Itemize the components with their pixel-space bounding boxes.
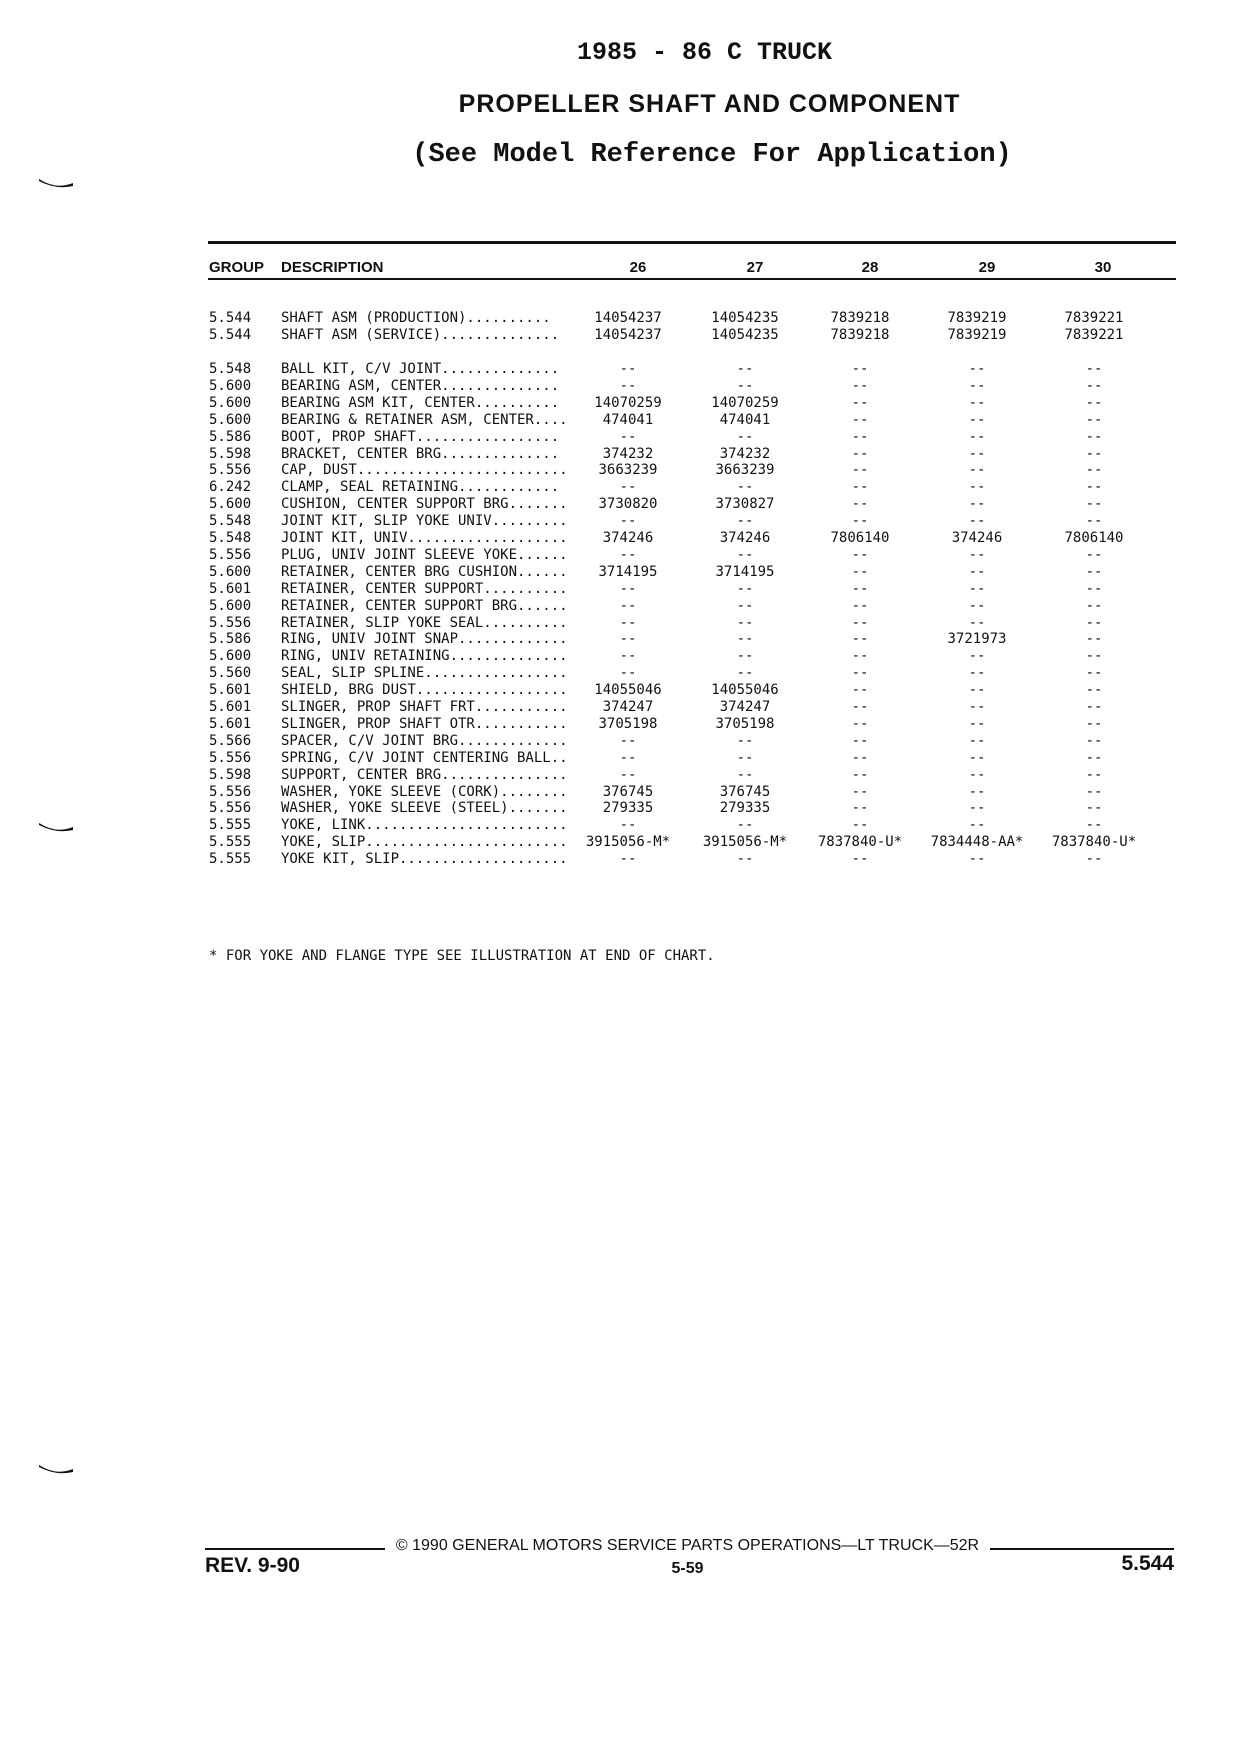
- part-number-col-26: --: [619, 428, 637, 445]
- table-row: [0, 784, 1249, 801]
- part-number-col-29: 7834448-AA*: [930, 834, 1024, 851]
- part-number-col-30: --: [1085, 648, 1103, 665]
- part-number-col-30: --: [1085, 445, 1103, 462]
- table-row: [0, 327, 1249, 344]
- part-number-col-30: --: [1085, 394, 1103, 411]
- part-number-col-28: --: [851, 766, 869, 783]
- footer-page-number: 5-59: [671, 1560, 704, 1577]
- part-number-col-27: 14070259: [711, 394, 779, 411]
- table-row: [0, 479, 1249, 496]
- part-number-col-28: --: [851, 513, 869, 530]
- group-number: 5.555: [209, 834, 252, 851]
- part-number-col-29: --: [968, 411, 986, 428]
- part-number-col-30: --: [1085, 682, 1103, 699]
- part-number-col-28: --: [851, 648, 869, 665]
- part-number-col-28: --: [851, 614, 869, 631]
- part-number-col-28: --: [851, 699, 869, 715]
- part-number-col-26: --: [619, 631, 637, 648]
- part-number-col-27: --: [736, 361, 754, 377]
- part-number-col-29: --: [968, 665, 986, 682]
- part-number-col-27: --: [736, 614, 754, 631]
- part-description: CAP, DUST.........................: [281, 462, 568, 479]
- part-number-col-26: --: [619, 732, 637, 749]
- part-description: RING, UNIV RETAINING..............: [281, 648, 568, 665]
- part-number-col-29: --: [968, 851, 986, 868]
- footer-rule-left: [205, 1548, 385, 1550]
- footer-copyright: © 1990 GENERAL MOTORS SERVICE PARTS OPERATIONS—LT TRUCK—52R: [395, 1537, 980, 1554]
- part-number-col-27: --: [736, 513, 754, 530]
- part-number-col-30: --: [1085, 783, 1103, 800]
- part-description: WASHER, YOKE SLEEVE (STEEL).......: [281, 800, 568, 817]
- group-number: 5.556: [209, 749, 252, 766]
- part-number-col-26: --: [619, 766, 637, 783]
- part-description: CLAMP, SEAL RETAINING............: [281, 479, 560, 496]
- table-row: [0, 800, 1249, 817]
- part-number-col-28: --: [851, 682, 869, 699]
- part-description: WASHER, YOKE SLEEVE (CORK)........: [281, 783, 568, 800]
- part-description: RETAINER, CENTER SUPPORT BRG......: [281, 597, 568, 614]
- part-number-col-28: --: [851, 445, 869, 462]
- part-number-col-26: 474041: [602, 411, 654, 428]
- group-number: 5.544: [209, 310, 252, 326]
- group-number: 5.598: [209, 445, 252, 462]
- group-number: 6.242: [209, 479, 252, 496]
- part-number-col-28: --: [851, 800, 869, 817]
- table-row: [0, 361, 1249, 378]
- part-number-col-26: 374232: [602, 445, 654, 462]
- header-col-30: 30: [1094, 259, 1112, 276]
- group-number: 5.556: [209, 546, 252, 563]
- part-description: RETAINER, CENTER BRG CUSHION......: [281, 563, 568, 580]
- group-number: 5.598: [209, 766, 252, 783]
- part-number-col-29: --: [968, 715, 986, 732]
- part-number-col-26: 3915056-M*: [585, 834, 671, 851]
- part-number-col-30: --: [1085, 597, 1103, 614]
- group-number: 5.556: [209, 800, 252, 817]
- part-number-col-26: --: [619, 580, 637, 597]
- part-number-col-28: --: [851, 665, 869, 682]
- part-number-col-26: 3730820: [598, 496, 658, 513]
- document-title: 1985 - 86 C TRUCK: [576, 38, 833, 67]
- part-number-col-30: --: [1085, 580, 1103, 597]
- part-number-col-29: --: [968, 732, 986, 749]
- part-description: BALL KIT, C/V JOINT..............: [281, 361, 560, 377]
- group-number: 5.600: [209, 597, 252, 614]
- table-row: [0, 716, 1249, 733]
- part-number-col-28: --: [851, 749, 869, 766]
- part-number-col-27: --: [736, 597, 754, 614]
- table-row: [0, 733, 1249, 750]
- part-number-col-26: --: [619, 817, 637, 834]
- part-number-col-30: --: [1085, 800, 1103, 817]
- footer-revision: REV. 9-90: [205, 1554, 300, 1577]
- group-number: 5.555: [209, 817, 252, 834]
- part-number-col-27: --: [736, 817, 754, 834]
- table-row: [0, 851, 1249, 868]
- header-col-28: 28: [861, 259, 879, 276]
- table-row: [0, 496, 1249, 513]
- part-number-col-28: --: [851, 597, 869, 614]
- part-number-col-29: 7839219: [947, 310, 1007, 326]
- group-number: 5.600: [209, 377, 252, 394]
- group-number: 5.548: [209, 530, 252, 546]
- part-number-col-27: 14054235: [711, 327, 779, 343]
- part-number-col-28: --: [851, 411, 869, 428]
- part-number-col-27: --: [736, 377, 754, 394]
- part-number-col-30: --: [1085, 546, 1103, 563]
- part-number-col-26: --: [619, 665, 637, 682]
- group-number: 5.600: [209, 411, 252, 428]
- part-number-col-27: 3663239: [715, 462, 775, 479]
- part-number-col-30: --: [1085, 428, 1103, 445]
- part-number-col-30: --: [1085, 851, 1103, 868]
- part-number-col-26: --: [619, 749, 637, 766]
- part-number-col-30: 7837840-U*: [1051, 834, 1137, 851]
- footer-section-number: 5.544: [1121, 1552, 1174, 1575]
- part-number-col-28: 7837840-U*: [817, 834, 903, 851]
- part-description: PLUG, UNIV JOINT SLEEVE YOKE......: [281, 546, 568, 563]
- part-description: SHAFT ASM (PRODUCTION)..........: [281, 310, 551, 326]
- group-number: 5.548: [209, 513, 252, 530]
- group-number: 5.601: [209, 580, 252, 597]
- part-number-col-30: 7806140: [1064, 530, 1124, 546]
- part-description: RETAINER, CENTER SUPPORT..........: [281, 580, 568, 597]
- part-number-col-30: --: [1085, 377, 1103, 394]
- table-row: [0, 310, 1249, 327]
- part-number-col-30: --: [1085, 732, 1103, 749]
- part-number-col-27: 3714195: [715, 563, 775, 580]
- part-number-col-28: --: [851, 580, 869, 597]
- part-number-col-29: --: [968, 377, 986, 394]
- part-description: SPRING, C/V JOINT CENTERING BALL..: [281, 749, 568, 766]
- part-number-col-30: --: [1085, 631, 1103, 648]
- part-number-col-28: --: [851, 631, 869, 648]
- part-number-col-28: --: [851, 783, 869, 800]
- part-number-col-28: --: [851, 851, 869, 868]
- part-description: YOKE KIT, SLIP....................: [281, 851, 568, 868]
- part-number-col-26: --: [619, 648, 637, 665]
- group-number: 5.600: [209, 563, 252, 580]
- table-row: [0, 530, 1249, 547]
- part-description: RETAINER, SLIP YOKE SEAL..........: [281, 614, 568, 631]
- table-row: [0, 834, 1249, 851]
- group-number: 5.600: [209, 648, 252, 665]
- part-description: BEARING ASM KIT, CENTER..........: [281, 394, 560, 411]
- part-number-col-30: --: [1085, 361, 1103, 377]
- part-number-col-29: --: [968, 699, 986, 715]
- part-number-col-26: 3714195: [598, 563, 658, 580]
- part-number-col-30: --: [1085, 749, 1103, 766]
- part-description: BEARING ASM, CENTER..............: [281, 377, 560, 394]
- part-number-col-28: --: [851, 479, 869, 496]
- part-number-col-26: --: [619, 614, 637, 631]
- part-number-col-27: --: [736, 648, 754, 665]
- group-number: 5.556: [209, 462, 252, 479]
- part-number-col-28: 7806140: [830, 530, 890, 546]
- part-number-col-29: --: [968, 682, 986, 699]
- part-number-col-26: --: [619, 513, 637, 530]
- group-number: 5.600: [209, 496, 252, 513]
- part-description: JOINT KIT, SLIP YOKE UNIV.........: [281, 513, 568, 530]
- part-description: SLINGER, PROP SHAFT OTR...........: [281, 715, 568, 732]
- part-number-col-26: 14054237: [594, 310, 662, 326]
- group-number: 5.566: [209, 732, 252, 749]
- table-row: [0, 598, 1249, 615]
- part-number-col-29: --: [968, 445, 986, 462]
- header-description: DESCRIPTION: [281, 259, 384, 276]
- part-number-col-30: --: [1085, 411, 1103, 428]
- part-number-col-29: --: [968, 563, 986, 580]
- table-row: [0, 378, 1249, 395]
- part-number-col-27: --: [736, 479, 754, 496]
- table-row: [0, 665, 1249, 682]
- header-col-29: 29: [978, 259, 996, 276]
- part-number-col-27: --: [736, 580, 754, 597]
- part-description: SHAFT ASM (SERVICE)..............: [281, 327, 560, 343]
- part-number-col-29: --: [968, 783, 986, 800]
- part-number-col-29: --: [968, 361, 986, 377]
- part-number-col-28: --: [851, 715, 869, 732]
- part-description: SLINGER, PROP SHAFT FRT...........: [281, 699, 568, 715]
- part-description: SPACER, C/V JOINT BRG.............: [281, 732, 568, 749]
- group-number: 5.600: [209, 394, 252, 411]
- part-number-col-28: --: [851, 361, 869, 377]
- part-number-col-28: --: [851, 563, 869, 580]
- table-row: [0, 446, 1249, 463]
- part-number-col-30: --: [1085, 665, 1103, 682]
- part-number-col-27: --: [736, 766, 754, 783]
- part-number-col-27: --: [736, 428, 754, 445]
- header-col-26: 26: [629, 259, 647, 276]
- part-number-col-30: --: [1085, 817, 1103, 834]
- part-number-col-27: 3705198: [715, 715, 775, 732]
- part-number-col-29: 3721973: [947, 631, 1007, 648]
- part-description: SEAL, SLIP SPLINE.................: [281, 665, 568, 682]
- part-number-col-26: --: [619, 546, 637, 563]
- part-number-col-27: 374247: [719, 699, 771, 715]
- table-row: [0, 547, 1249, 564]
- part-description: JOINT KIT, UNIV...................: [281, 530, 568, 546]
- part-number-col-26: 3663239: [598, 462, 658, 479]
- part-number-col-26: 279335: [602, 800, 654, 817]
- part-number-col-29: --: [968, 800, 986, 817]
- part-number-col-27: --: [736, 732, 754, 749]
- part-number-col-30: --: [1085, 496, 1103, 513]
- part-number-col-27: --: [736, 631, 754, 648]
- part-number-col-28: --: [851, 817, 869, 834]
- part-number-col-26: --: [619, 597, 637, 614]
- table-row: [0, 412, 1249, 429]
- table-row: [0, 817, 1249, 834]
- group-number: 5.601: [209, 699, 252, 715]
- part-number-col-27: 279335: [719, 800, 771, 817]
- group-number: 5.556: [209, 614, 252, 631]
- table-row: [0, 564, 1249, 581]
- table-row: [0, 513, 1249, 530]
- part-number-col-29: --: [968, 428, 986, 445]
- part-number-col-28: --: [851, 732, 869, 749]
- group-number: 5.586: [209, 428, 252, 445]
- part-number-col-30: --: [1085, 715, 1103, 732]
- part-number-col-27: --: [736, 749, 754, 766]
- group-number: 5.548: [209, 361, 252, 377]
- part-number-col-30: --: [1085, 513, 1103, 530]
- part-number-col-29: --: [968, 749, 986, 766]
- header-group: GROUP: [209, 259, 265, 276]
- part-number-col-26: 14054237: [594, 327, 662, 343]
- part-number-col-29: --: [968, 580, 986, 597]
- part-description: YOKE, LINK........................: [281, 817, 568, 834]
- group-number: 5.601: [209, 715, 252, 732]
- part-description: BRACKET, CENTER BRG..............: [281, 445, 560, 462]
- footnote: * FOR YOKE AND FLANGE TYPE SEE ILLUSTRATION AT END OF CHART.: [209, 948, 715, 964]
- part-number-col-28: --: [851, 377, 869, 394]
- part-number-col-29: --: [968, 614, 986, 631]
- part-number-col-27: --: [736, 665, 754, 682]
- part-number-col-26: 374246: [602, 530, 654, 546]
- part-number-col-30: 7839221: [1064, 327, 1124, 343]
- part-number-col-26: --: [619, 479, 637, 496]
- part-description: RING, UNIV JOINT SNAP.............: [281, 631, 568, 648]
- part-number-col-26: 14055046: [594, 682, 662, 699]
- part-number-col-27: 14054235: [711, 310, 779, 326]
- part-number-col-28: --: [851, 394, 869, 411]
- part-number-col-26: --: [619, 377, 637, 394]
- part-number-col-29: --: [968, 462, 986, 479]
- group-number: 5.556: [209, 783, 252, 800]
- part-description: CUSHION, CENTER SUPPORT BRG.......: [281, 496, 568, 513]
- part-number-col-28: --: [851, 546, 869, 563]
- table-row: [0, 750, 1249, 767]
- table-row: [0, 682, 1249, 699]
- part-number-col-27: 3730827: [715, 496, 775, 513]
- part-number-col-29: --: [968, 648, 986, 665]
- group-number: 5.555: [209, 851, 252, 868]
- part-number-col-29: --: [968, 513, 986, 530]
- part-number-col-30: --: [1085, 766, 1103, 783]
- part-number-col-27: 374246: [719, 530, 771, 546]
- part-number-col-29: --: [968, 479, 986, 496]
- part-number-col-27: 3915056-M*: [702, 834, 788, 851]
- group-number: 5.544: [209, 327, 252, 343]
- part-number-col-30: --: [1085, 479, 1103, 496]
- group-number: 5.560: [209, 665, 252, 682]
- group-number: 5.586: [209, 631, 252, 648]
- part-number-col-28: --: [851, 496, 869, 513]
- part-description: SHIELD, BRG DUST..................: [281, 682, 568, 699]
- table-row: [0, 429, 1249, 446]
- header-col-27: 27: [746, 259, 764, 276]
- table-row: [0, 631, 1249, 648]
- part-number-col-29: --: [968, 496, 986, 513]
- part-number-col-29: 374246: [951, 530, 1003, 546]
- part-description: SUPPORT, CENTER BRG...............: [281, 766, 568, 783]
- part-number-col-28: --: [851, 462, 869, 479]
- part-number-col-26: 14070259: [594, 394, 662, 411]
- part-number-col-27: 474041: [719, 411, 771, 428]
- part-number-col-27: --: [736, 851, 754, 868]
- part-number-col-26: --: [619, 361, 637, 377]
- table-row: [0, 581, 1249, 598]
- part-number-col-29: --: [968, 766, 986, 783]
- part-description: BEARING & RETAINER ASM, CENTER....: [281, 411, 568, 428]
- part-number-col-27: --: [736, 546, 754, 563]
- part-number-col-29: --: [968, 817, 986, 834]
- group-number: 5.601: [209, 682, 252, 699]
- table-row: [0, 462, 1249, 479]
- table-row: [0, 648, 1249, 665]
- document-subtitle: PROPELLER SHAFT AND COMPONENT: [458, 90, 961, 118]
- part-number-col-29: 7839219: [947, 327, 1007, 343]
- part-description: BOOT, PROP SHAFT.................: [281, 428, 560, 445]
- part-number-col-28: --: [851, 428, 869, 445]
- part-number-col-30: --: [1085, 699, 1103, 715]
- part-number-col-30: --: [1085, 563, 1103, 580]
- part-number-col-30: --: [1085, 614, 1103, 631]
- part-number-col-29: --: [968, 546, 986, 563]
- part-description: YOKE, SLIP........................: [281, 834, 568, 851]
- table-row: [0, 395, 1249, 412]
- part-number-col-26: --: [619, 851, 637, 868]
- table-row: [0, 699, 1249, 716]
- part-number-col-28: 7839218: [830, 310, 890, 326]
- table-row: [0, 615, 1249, 632]
- model-reference-note: (See Model Reference For Application): [412, 140, 1012, 170]
- part-number-col-27: 374232: [719, 445, 771, 462]
- part-number-col-28: 7839218: [830, 327, 890, 343]
- table-row: [0, 767, 1249, 784]
- part-number-col-27: 376745: [719, 783, 771, 800]
- part-number-col-27: 14055046: [711, 682, 779, 699]
- part-number-col-26: 3705198: [598, 715, 658, 732]
- part-number-col-29: --: [968, 394, 986, 411]
- part-number-col-26: 374247: [602, 699, 654, 715]
- part-number-col-30: --: [1085, 462, 1103, 479]
- footer-rule-right: [990, 1548, 1174, 1550]
- part-number-col-30: 7839221: [1064, 310, 1124, 326]
- part-number-col-29: --: [968, 597, 986, 614]
- part-number-col-26: 376745: [602, 783, 654, 800]
